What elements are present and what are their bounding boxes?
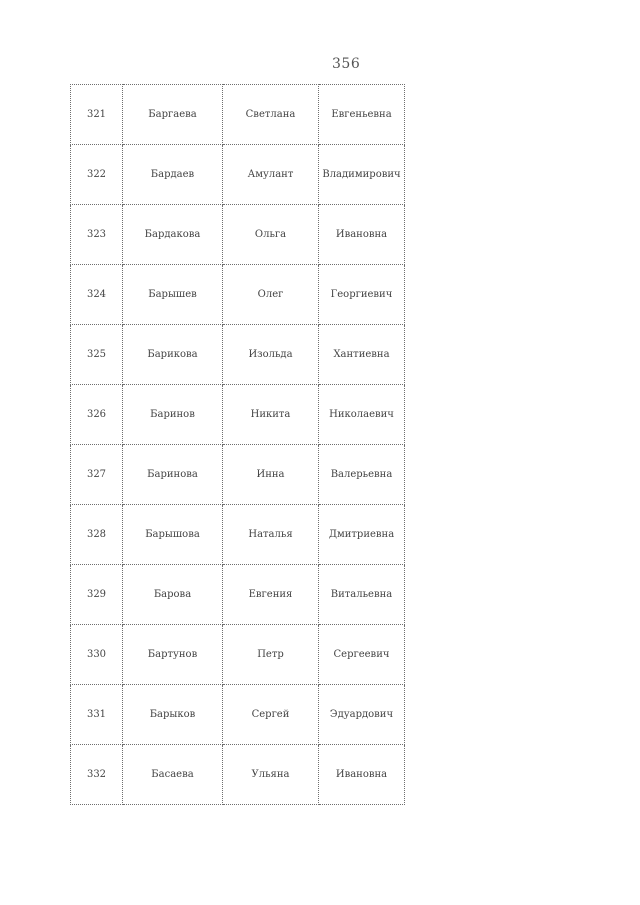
- patronymic-cell: Сергеевич: [319, 625, 405, 685]
- last-name-cell: Барышова: [123, 505, 223, 565]
- patronymic-cell: Хантиевна: [319, 325, 405, 385]
- row-number: 327: [71, 445, 123, 505]
- last-name-cell: Бардаев: [123, 145, 223, 205]
- last-name-cell: Баринова: [123, 445, 223, 505]
- last-name-cell: Барикова: [123, 325, 223, 385]
- row-number: 324: [71, 265, 123, 325]
- table-row: [71, 325, 405, 385]
- patronymic-cell: Георгиевич: [319, 265, 405, 325]
- patronymic-cell: Валерьевна: [319, 445, 405, 505]
- last-name-cell: Бардакова: [123, 205, 223, 265]
- patronymic-cell: Николаевич: [319, 385, 405, 445]
- table-row: [71, 745, 405, 805]
- row-number: 332: [71, 745, 123, 805]
- page-number: 356: [332, 56, 361, 72]
- last-name-cell: Бартунов: [123, 625, 223, 685]
- first-name-cell: Сергей: [223, 685, 319, 745]
- row-number: 329: [71, 565, 123, 625]
- table-row: [71, 145, 405, 205]
- row-number: 323: [71, 205, 123, 265]
- row-number: 326: [71, 385, 123, 445]
- row-number: 325: [71, 325, 123, 385]
- patronymic-cell: Ивановна: [319, 205, 405, 265]
- table-row: [71, 85, 405, 145]
- table-row: [71, 205, 405, 265]
- patronymic-cell: Ивановна: [319, 745, 405, 805]
- last-name-cell: Баринов: [123, 385, 223, 445]
- first-name-cell: Олег: [223, 265, 319, 325]
- table-row: [71, 505, 405, 565]
- row-number: 330: [71, 625, 123, 685]
- first-name-cell: Ольга: [223, 205, 319, 265]
- table-row: [71, 385, 405, 445]
- first-name-cell: Никита: [223, 385, 319, 445]
- table-row: [71, 445, 405, 505]
- first-name-cell: Инна: [223, 445, 319, 505]
- patronymic-cell: Евгеньевна: [319, 85, 405, 145]
- row-number: 322: [71, 145, 123, 205]
- first-name-cell: Наталья: [223, 505, 319, 565]
- row-number: 328: [71, 505, 123, 565]
- roster-table: [70, 84, 405, 805]
- table-row: [71, 685, 405, 745]
- table-row: [71, 625, 405, 685]
- patronymic-cell: Витальевна: [319, 565, 405, 625]
- first-name-cell: Ульяна: [223, 745, 319, 805]
- first-name-cell: Амулант: [223, 145, 319, 205]
- first-name-cell: Петр: [223, 625, 319, 685]
- row-number: 331: [71, 685, 123, 745]
- last-name-cell: Барова: [123, 565, 223, 625]
- first-name-cell: Изольда: [223, 325, 319, 385]
- first-name-cell: Светлана: [223, 85, 319, 145]
- last-name-cell: Басаева: [123, 745, 223, 805]
- last-name-cell: Барышев: [123, 265, 223, 325]
- patronymic-cell: Дмитриевна: [319, 505, 405, 565]
- table-row: [71, 565, 405, 625]
- row-number: 321: [71, 85, 123, 145]
- last-name-cell: Баргаева: [123, 85, 223, 145]
- patronymic-cell: Эдуардович: [319, 685, 405, 745]
- last-name-cell: Барыков: [123, 685, 223, 745]
- first-name-cell: Евгения: [223, 565, 319, 625]
- patronymic-cell: Владимирович: [319, 145, 405, 205]
- table-row: [71, 265, 405, 325]
